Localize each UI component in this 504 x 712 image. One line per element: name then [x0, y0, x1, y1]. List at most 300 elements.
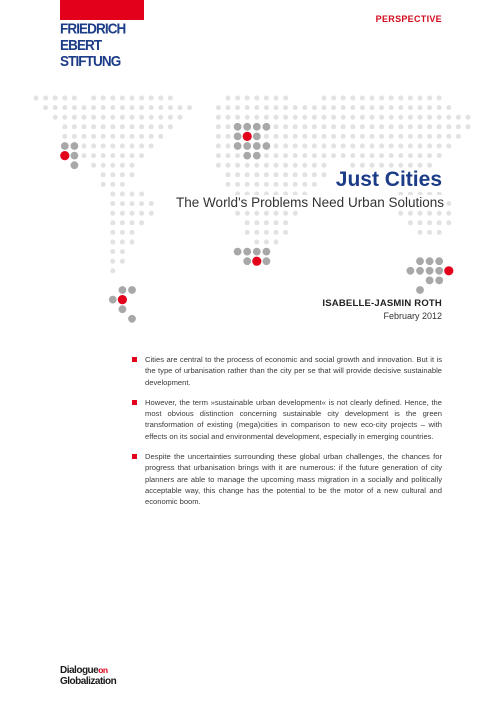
map-dot — [418, 124, 423, 129]
map-dot — [446, 220, 451, 225]
map-dot — [437, 153, 442, 158]
map-dot — [341, 96, 346, 101]
map-dot — [234, 123, 242, 131]
map-dot — [312, 105, 317, 110]
map-dot — [274, 240, 279, 245]
map-dot — [293, 134, 298, 139]
map-dot — [149, 201, 154, 206]
map-dot — [341, 134, 346, 139]
map-dot — [235, 163, 240, 168]
map-dot — [446, 201, 451, 206]
map-dot — [322, 144, 327, 149]
map-dot — [331, 105, 336, 110]
map-dot — [446, 124, 451, 129]
map-dot — [274, 220, 279, 225]
map-dot — [408, 124, 413, 129]
map-dot — [264, 105, 269, 110]
map-dot — [139, 211, 144, 216]
map-dot — [398, 96, 403, 101]
map-dot — [253, 133, 261, 141]
map-dot — [226, 105, 231, 110]
map-dot — [110, 240, 115, 245]
map-dot — [264, 172, 269, 177]
map-dot — [110, 163, 115, 168]
map-dot — [243, 248, 251, 256]
map-dot — [350, 134, 355, 139]
map-dot — [331, 153, 336, 158]
map-dot — [243, 152, 251, 160]
city-marker-dot — [60, 151, 69, 160]
map-dot — [360, 115, 365, 120]
map-dot — [101, 124, 106, 129]
map-dot — [263, 257, 271, 265]
map-dot — [216, 163, 221, 168]
map-dot — [312, 134, 317, 139]
map-dot — [243, 142, 251, 150]
map-dot — [226, 163, 231, 168]
map-dot — [408, 96, 413, 101]
map-dot — [243, 123, 251, 131]
dialogue-on-globalization-logo — [60, 665, 116, 687]
map-dot — [226, 182, 231, 187]
bullet-text: Cities are central to the process of economic and social growth and innovation. But it is the type of urbanisation rather than the city per se that will provide decisive sustainable development. — [145, 355, 442, 387]
map-dot — [110, 182, 115, 187]
map-dot — [389, 163, 394, 168]
map-dot — [72, 124, 77, 129]
map-dot — [331, 134, 336, 139]
map-dot — [437, 115, 442, 120]
logo-line-1: FRIEDRICH — [60, 19, 126, 37]
map-dot — [264, 153, 269, 158]
map-dot — [370, 134, 375, 139]
map-dot — [312, 115, 317, 120]
map-dot — [398, 124, 403, 129]
map-dot — [245, 115, 250, 120]
map-dot — [350, 144, 355, 149]
map-dot — [120, 192, 125, 197]
map-dot — [234, 133, 242, 141]
map-dot — [178, 115, 183, 120]
map-dot — [389, 124, 394, 129]
map-dot — [293, 182, 298, 187]
author-name: ISABELLE-JASMIN ROTH — [322, 298, 442, 309]
map-dot — [379, 163, 384, 168]
map-dot — [418, 153, 423, 158]
map-dot — [379, 124, 384, 129]
map-dot — [139, 105, 144, 110]
map-dot — [418, 105, 423, 110]
map-dot — [110, 192, 115, 197]
map-dot — [360, 144, 365, 149]
map-dot — [120, 172, 125, 177]
bullet-square-icon — [132, 357, 137, 362]
map-dot — [130, 96, 135, 101]
map-dot — [168, 105, 173, 110]
map-dot — [360, 124, 365, 129]
map-dot — [139, 115, 144, 120]
map-dot — [416, 286, 424, 294]
map-dot — [446, 115, 451, 120]
map-dot — [389, 153, 394, 158]
map-dot — [427, 163, 432, 168]
map-dot — [341, 144, 346, 149]
logo-line-3: STIFTUNG — [60, 52, 121, 70]
map-dot — [293, 153, 298, 158]
map-dot — [360, 134, 365, 139]
map-dot — [293, 172, 298, 177]
map-dot — [274, 96, 279, 101]
map-dot — [398, 105, 403, 110]
map-dot — [149, 211, 154, 216]
map-dot — [322, 105, 327, 110]
map-dot — [427, 153, 432, 158]
map-dot — [110, 153, 115, 158]
map-dot — [398, 134, 403, 139]
map-dot — [43, 96, 48, 101]
map-dot — [62, 96, 67, 101]
map-dot — [245, 172, 250, 177]
map-dot — [389, 96, 394, 101]
map-dot — [91, 96, 96, 101]
map-dot — [446, 144, 451, 149]
map-dot — [312, 153, 317, 158]
map-dot — [71, 152, 79, 160]
map-dot — [158, 124, 163, 129]
map-dot — [418, 96, 423, 101]
map-dot — [427, 105, 432, 110]
bullet-text: However, the term »sustainable urban development« is not clearly defined. Hence, the most obvious distinction concerning sustainable city development is the green transformation of existing (mega)cities in comparison to new eco-city projects – with effects on its social and environmental development, especially in emerging countries. — [145, 397, 442, 441]
map-dot — [119, 286, 127, 294]
map-dot — [91, 153, 96, 158]
bullet-text: Despite the uncertainties surrounding these global urban challenges, the chances for progress that urbanisation brings with it are numerous: if the future generation of city planners are able to manage the upcoming mass migration in a socially and politically acceptable way, this change has the potential to be the motor of a new cultural and economic boom. — [145, 452, 442, 507]
map-dot — [418, 144, 423, 149]
map-dot — [341, 153, 346, 158]
map-dot — [110, 124, 115, 129]
map-dot — [139, 192, 144, 197]
map-dot — [370, 153, 375, 158]
map-dot — [446, 211, 451, 216]
map-dot — [139, 201, 144, 206]
map-dot — [302, 163, 307, 168]
map-dot — [264, 163, 269, 168]
map-dot — [234, 248, 242, 256]
map-dot — [274, 115, 279, 120]
map-dot — [91, 144, 96, 149]
map-dot — [389, 134, 394, 139]
map-dot — [91, 124, 96, 129]
map-dot — [245, 105, 250, 110]
map-dot — [370, 163, 375, 168]
map-dot — [322, 163, 327, 168]
map-dot — [101, 172, 106, 177]
map-dot — [274, 153, 279, 158]
map-dot — [408, 220, 413, 225]
map-dot — [235, 105, 240, 110]
map-dot — [302, 134, 307, 139]
map-dot — [426, 277, 434, 285]
map-dot — [139, 124, 144, 129]
map-dot — [264, 220, 269, 225]
map-dot — [120, 134, 125, 139]
map-dot — [302, 144, 307, 149]
map-dot — [245, 182, 250, 187]
map-dot — [379, 115, 384, 120]
map-dot — [110, 115, 115, 120]
map-dot — [53, 105, 58, 110]
city-marker-dot — [243, 132, 252, 141]
map-dot — [389, 105, 394, 110]
map-dot — [216, 115, 221, 120]
map-dot — [110, 249, 115, 254]
logo-line-2: EBERT — [60, 36, 102, 53]
map-dot — [149, 124, 154, 129]
map-dot — [149, 115, 154, 120]
map-dot — [158, 115, 163, 120]
map-dot — [245, 211, 250, 216]
map-dot — [350, 115, 355, 120]
map-dot — [283, 153, 288, 158]
map-dot — [149, 96, 154, 101]
map-dot — [416, 257, 424, 265]
map-dot — [253, 142, 261, 150]
map-dot — [120, 230, 125, 235]
map-dot — [235, 96, 240, 101]
map-dot — [226, 134, 231, 139]
map-dot — [120, 115, 125, 120]
map-dot — [456, 134, 461, 139]
map-dot — [168, 124, 173, 129]
map-dot — [139, 220, 144, 225]
map-dot — [187, 105, 192, 110]
map-dot — [427, 115, 432, 120]
map-dot — [302, 172, 307, 177]
city-marker-dot — [444, 266, 453, 275]
map-dot — [168, 115, 173, 120]
map-dot — [331, 144, 336, 149]
map-dot — [110, 220, 115, 225]
map-dot — [283, 182, 288, 187]
map-dot — [254, 105, 259, 110]
map-dot — [437, 124, 442, 129]
map-dot — [466, 124, 471, 129]
map-dot — [110, 211, 115, 216]
summary-bullets — [132, 354, 442, 517]
map-dot — [427, 124, 432, 129]
map-dot — [264, 96, 269, 101]
map-dot — [274, 172, 279, 177]
map-dot — [370, 115, 375, 120]
map-dot — [427, 134, 432, 139]
map-dot — [350, 153, 355, 158]
map-dot — [82, 153, 87, 158]
map-dot — [245, 96, 250, 101]
map-dot — [120, 182, 125, 187]
map-dot — [341, 105, 346, 110]
map-dot — [370, 96, 375, 101]
map-dot — [398, 153, 403, 158]
map-dot — [274, 105, 279, 110]
map-dot — [82, 115, 87, 120]
map-dot — [62, 134, 67, 139]
map-dot — [82, 105, 87, 110]
map-dot — [283, 172, 288, 177]
map-dot — [283, 144, 288, 149]
map-dot — [226, 153, 231, 158]
map-dot — [408, 153, 413, 158]
map-dot — [119, 305, 127, 313]
map-dot — [120, 211, 125, 216]
map-dot — [312, 163, 317, 168]
map-dot — [389, 144, 394, 149]
map-dot — [322, 134, 327, 139]
map-dot — [110, 268, 115, 273]
map-dot — [128, 315, 136, 323]
map-dot — [216, 153, 221, 158]
map-dot — [110, 230, 115, 235]
map-dot — [158, 134, 163, 139]
map-dot — [435, 267, 443, 275]
map-dot — [264, 211, 269, 216]
map-dot — [408, 134, 413, 139]
document-subtitle: The World's Problems Need Urban Solutions — [172, 195, 444, 210]
map-dot — [101, 105, 106, 110]
map-dot — [341, 115, 346, 120]
map-dot — [264, 182, 269, 187]
map-dot — [120, 201, 125, 206]
map-dot — [139, 144, 144, 149]
map-dot — [264, 134, 269, 139]
map-dot — [322, 96, 327, 101]
map-dot — [226, 172, 231, 177]
map-dot — [322, 172, 327, 177]
map-dot — [226, 144, 231, 149]
map-dot — [437, 230, 442, 235]
map-dot — [418, 211, 423, 216]
series-on: on — [98, 665, 108, 675]
map-dot — [379, 144, 384, 149]
map-dot — [110, 201, 115, 206]
map-dot — [398, 163, 403, 168]
map-dot — [408, 211, 413, 216]
map-dot — [71, 161, 79, 169]
map-dot — [254, 115, 259, 120]
map-dot — [437, 211, 442, 216]
map-dot — [264, 115, 269, 120]
map-dot — [274, 134, 279, 139]
map-dot — [426, 267, 434, 275]
map-dot — [426, 257, 434, 265]
map-dot — [128, 286, 136, 294]
map-dot — [302, 153, 307, 158]
map-dot — [283, 134, 288, 139]
map-dot — [435, 277, 443, 285]
map-dot — [245, 163, 250, 168]
map-dot — [312, 144, 317, 149]
map-dot — [418, 163, 423, 168]
map-dot — [322, 115, 327, 120]
map-dot — [130, 230, 135, 235]
map-dot — [254, 182, 259, 187]
map-dot — [437, 105, 442, 110]
map-dot — [91, 163, 96, 168]
map-dot — [389, 115, 394, 120]
map-dot — [82, 134, 87, 139]
map-dot — [350, 163, 355, 168]
map-dot — [245, 230, 250, 235]
map-dot — [274, 230, 279, 235]
map-dot — [254, 220, 259, 225]
map-dot — [263, 123, 271, 131]
map-dot — [427, 211, 432, 216]
map-dot — [149, 105, 154, 110]
map-dot — [234, 142, 242, 150]
map-dot — [283, 96, 288, 101]
map-dot — [216, 105, 221, 110]
map-dot — [43, 105, 48, 110]
map-dot — [216, 144, 221, 149]
map-dot — [274, 124, 279, 129]
map-dot — [243, 257, 251, 265]
map-dot — [322, 124, 327, 129]
map-dot — [437, 144, 442, 149]
map-dot — [130, 153, 135, 158]
map-dot — [370, 124, 375, 129]
map-dot — [254, 230, 259, 235]
map-dot — [418, 220, 423, 225]
section-label: PERSPECTIVE — [375, 14, 442, 24]
map-dot — [456, 124, 461, 129]
map-dot — [110, 144, 115, 149]
map-dot — [168, 96, 173, 101]
city-marker-dot — [118, 295, 127, 304]
map-dot — [110, 172, 115, 177]
map-dot — [435, 257, 443, 265]
map-dot — [331, 96, 336, 101]
map-dot — [235, 211, 240, 216]
map-dot — [149, 134, 154, 139]
map-dot — [370, 144, 375, 149]
map-dot — [263, 248, 271, 256]
map-dot — [130, 134, 135, 139]
document-title: Just Cities — [332, 168, 442, 192]
map-dot — [72, 115, 77, 120]
map-dot — [130, 105, 135, 110]
map-dot — [427, 96, 432, 101]
map-dot — [82, 124, 87, 129]
map-dot — [120, 240, 125, 245]
map-dot — [283, 115, 288, 120]
map-dot — [226, 115, 231, 120]
map-dot — [139, 134, 144, 139]
map-dot — [130, 211, 135, 216]
map-dot — [72, 96, 77, 101]
bullet-item — [132, 397, 442, 442]
map-dot — [437, 96, 442, 101]
map-dot — [254, 163, 259, 168]
map-dot — [149, 144, 154, 149]
map-dot — [130, 192, 135, 197]
map-dot — [264, 230, 269, 235]
map-dot — [283, 163, 288, 168]
map-dot — [101, 96, 106, 101]
bullet-item — [132, 451, 442, 507]
map-dot — [360, 153, 365, 158]
map-dot — [110, 96, 115, 101]
map-dot — [360, 163, 365, 168]
map-dot — [158, 105, 163, 110]
map-dot — [370, 105, 375, 110]
map-dot — [53, 96, 58, 101]
